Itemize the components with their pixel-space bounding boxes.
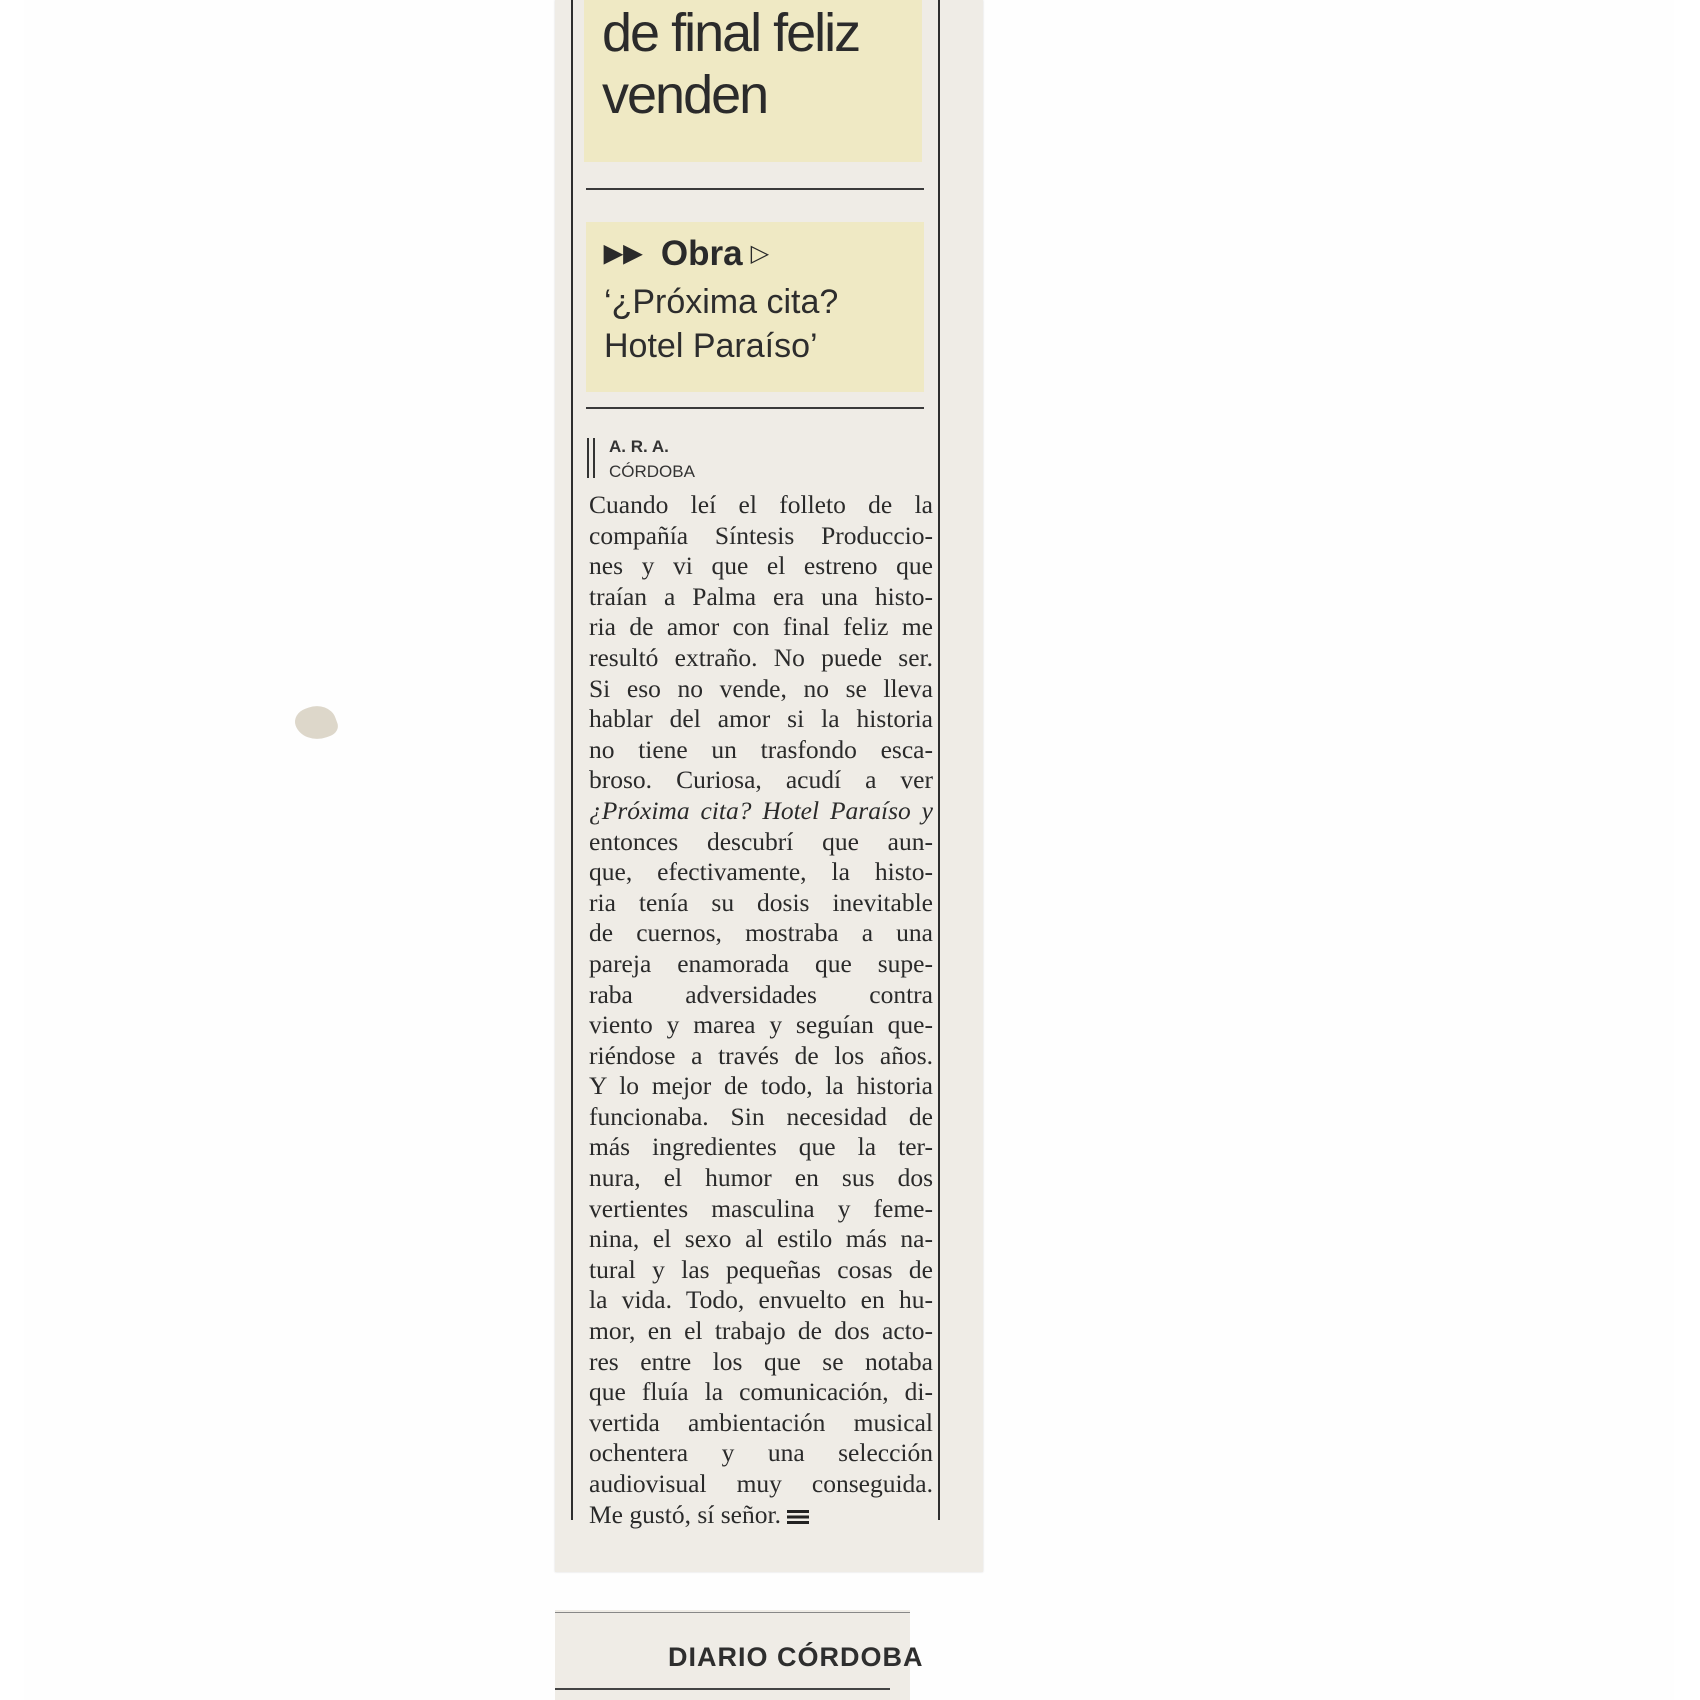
article-line: que, efectivamente, la histo- (589, 857, 933, 887)
end-of-article-icon (787, 1510, 809, 1524)
column-rule-right (938, 0, 940, 1520)
article-line: riéndose a través de los años. (589, 1040, 933, 1070)
article-line: hablar del amor si la historia (589, 704, 933, 734)
masthead-rule (555, 1612, 910, 1613)
article-line: nina, el sexo al estilo más na- (589, 1224, 933, 1254)
article-body (589, 490, 933, 1530)
headline (602, 2, 922, 126)
article-line: nura, el humor en sus dos (589, 1163, 933, 1193)
headline-line: venden (602, 65, 768, 125)
article-line: de cuernos, mostraba a una (589, 918, 933, 948)
article-line: entonces descubrí que aun- (589, 826, 933, 856)
article-line: que fluía la comunicación, di- (589, 1377, 933, 1407)
triangle-outline-icon: ▷ (750, 240, 770, 267)
article-line: audiovisual muy conseguida. (589, 1469, 933, 1498)
article-line: Y lo mejor de todo, la historia (589, 1071, 933, 1101)
article-line: compañía Síntesis Produccio- (589, 520, 933, 550)
article-line: traían a Palma era una histo- (589, 581, 933, 611)
section-divider (586, 407, 924, 409)
article-line: Me gustó, sí señor. (589, 1499, 781, 1529)
double-arrow-icon: ▶▶ (604, 240, 643, 267)
article-line: raba adversidades contra (589, 979, 933, 1009)
section-divider (586, 188, 924, 190)
section-label-text: Obra (660, 234, 743, 273)
article-last-line (589, 1500, 933, 1531)
column-rule-left (571, 0, 573, 1520)
article-line: más ingredientes que la ter- (589, 1132, 933, 1162)
article-line: pareja enamorada que supe- (589, 948, 933, 978)
article-line: la vida. Todo, envuelto en hu- (589, 1285, 933, 1315)
article-line: ria tenía su dosis inevitable (589, 887, 933, 917)
byline-location: CÓRDOBA (609, 462, 695, 481)
article-line: Cuando leí el folleto de la (589, 490, 933, 519)
article-line: nes y vi que el estreno que (589, 551, 933, 581)
article-line: tural y las pequeñas cosas de (589, 1254, 933, 1284)
masthead-rule (555, 1688, 890, 1690)
section-label (604, 234, 769, 274)
article-line: broso. Curiosa, acudí a ver (589, 765, 933, 795)
play-title-line: Hotel Paraíso’ (604, 327, 818, 365)
article-line: mor, en el trabajo de dos acto- (589, 1316, 933, 1346)
article-line: ria de amor con final feliz me (589, 612, 933, 642)
byline-author: A. R. A. (609, 437, 669, 456)
byline (609, 434, 695, 484)
play-title-line: ‘¿Próxima cita? (604, 283, 839, 321)
article-line: no tiene un trasfondo esca- (589, 734, 933, 764)
article-line: vertientes masculina y feme- (589, 1193, 933, 1223)
play-title (604, 280, 924, 368)
article-line: res entre los que se notaba (589, 1346, 933, 1376)
headline-line: de final feliz (602, 3, 860, 63)
article-line: vertida ambientación musical (589, 1407, 933, 1437)
article-line: viento y marea y seguían que- (589, 1010, 933, 1040)
byline-bars (587, 438, 597, 478)
article-line: ochentera y una selección (589, 1438, 933, 1468)
article-line: Si eso no vende, no se lleva (589, 673, 933, 703)
article-line: ¿Próxima cita? Hotel Paraíso y (589, 795, 933, 825)
article-line: funcionaba. Sin necesidad de (589, 1101, 933, 1131)
newspaper-name: DIARIO CÓRDOBA (668, 1642, 924, 1672)
article-line: resultó extraño. No puede ser. (589, 642, 933, 672)
